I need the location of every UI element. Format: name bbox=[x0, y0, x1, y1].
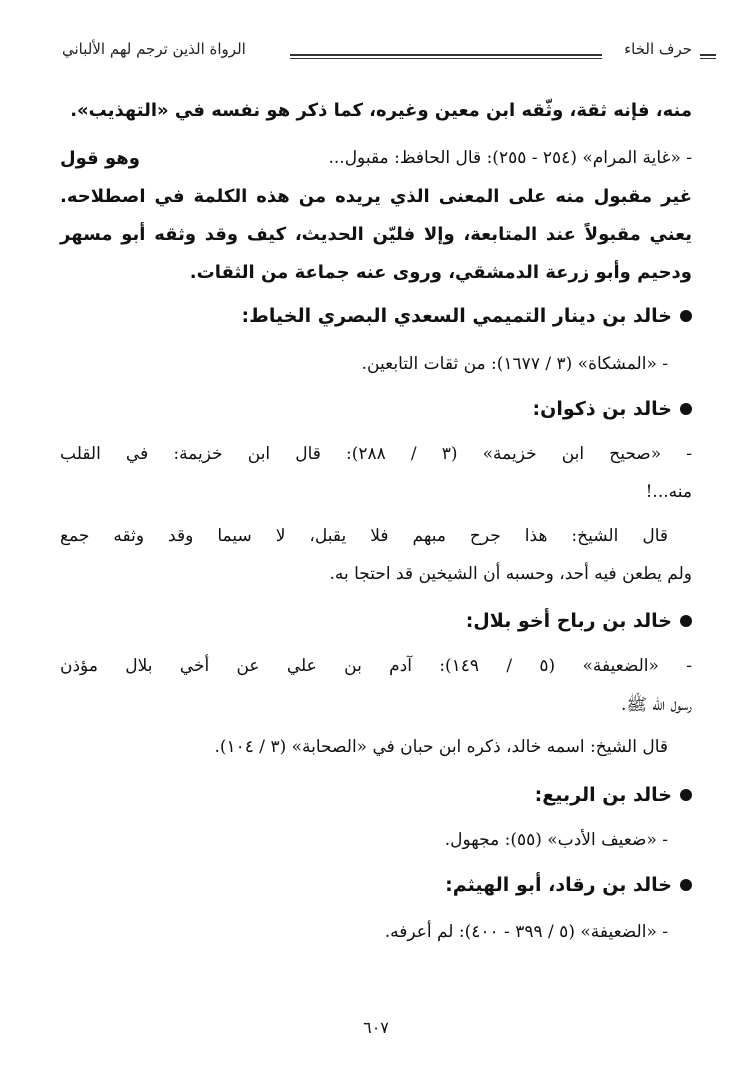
header-rule-right bbox=[700, 54, 716, 56]
entry-heading bbox=[466, 610, 692, 632]
entry-title: خالد بن الربيع: bbox=[534, 784, 672, 806]
bullet-icon bbox=[680, 403, 692, 415]
entry-citation: - «المشكاة» (٣ / ١٦٧٧): من ثقات التابعين. bbox=[361, 354, 668, 374]
entry-citation-cont: منه...! bbox=[645, 482, 692, 502]
entry-citation: - «الضعيفة» (٥ / ١٤٩): آدم بن علي عن أخي بلال مؤذن bbox=[60, 656, 692, 676]
entry-citation: - «صحيح ابن خزيمة» (٣ / ٢٨٨): قال ابن خزيمة: في القلب bbox=[60, 444, 692, 464]
intro-line-3: غير مقبول منه على المعنى الذي يريده من هذه الكلمة في اصطلاحه. bbox=[60, 186, 692, 207]
sheikh-note: قال الشيخ: هذا جرح مبهم فلا يقبل، لا سيما وقد وثقه جمع bbox=[60, 526, 668, 546]
intro-line-2-bold: وهو قول bbox=[60, 148, 140, 169]
entry-citation-cont: رسول الله ﷺ. bbox=[621, 695, 692, 715]
entry-heading bbox=[533, 398, 692, 420]
sheikh-note-cont: ولم يطعن فيه أحد، وحسبه أن الشيخين قد احتجا به. bbox=[329, 564, 692, 584]
header-rule-middle bbox=[290, 54, 602, 56]
intro-line-5: ودحيم وأبو زرعة الدمشقي، وروى عنه جماعة من الثقات. bbox=[189, 262, 692, 283]
header-book-title: الرواة الذين ترجم لهم الألباني bbox=[62, 40, 246, 58]
bullet-icon bbox=[680, 615, 692, 627]
intro-line-2 bbox=[60, 148, 692, 169]
entry-heading bbox=[242, 305, 692, 327]
sheikh-note: قال الشيخ: اسمه خالد، ذكره ابن حبان في «الصحابة» (٣ / ١٠٤). bbox=[214, 737, 668, 757]
intro-line-2-citation: - «غاية المرام» (٢٥٤ - ٢٥٥): قال الحافظ: مقبول... bbox=[328, 148, 692, 168]
page-number: ٦٠٧ bbox=[363, 1018, 389, 1037]
intro-line-4: يعني مقبولاً عند المتابعة، وإلا فليّن الحديث، كيف وقد وثقه أبو مسهر bbox=[60, 224, 692, 245]
entry-title: خالد بن رباح أخو بلال: bbox=[465, 610, 672, 632]
entry-citation: - «الضعيفة» (٥ / ٣٩٩ - ٤٠٠): لم أعرفه. bbox=[384, 922, 668, 942]
entry-title: خالد بن ذكوان: bbox=[532, 398, 672, 420]
entry-citation: - «ضعيف الأدب» (٥٥): مجهول. bbox=[444, 830, 668, 850]
entry-title: خالد بن دينار التميمي السعدي البصري الخياط: bbox=[241, 305, 672, 327]
intro-line-1: منه، فإنه ثقة، وثّقه ابن معين وغيره، كما ذكر هو نفسه في «التهذيب». bbox=[70, 100, 692, 121]
bullet-icon bbox=[680, 310, 692, 322]
entry-heading bbox=[535, 784, 692, 806]
bullet-icon bbox=[680, 879, 692, 891]
header-section: حرف الخاء bbox=[624, 40, 692, 58]
bullet-icon bbox=[680, 789, 692, 801]
entry-heading bbox=[445, 874, 692, 896]
entry-title: خالد بن رقاد، أبو الهيثم: bbox=[445, 874, 672, 896]
